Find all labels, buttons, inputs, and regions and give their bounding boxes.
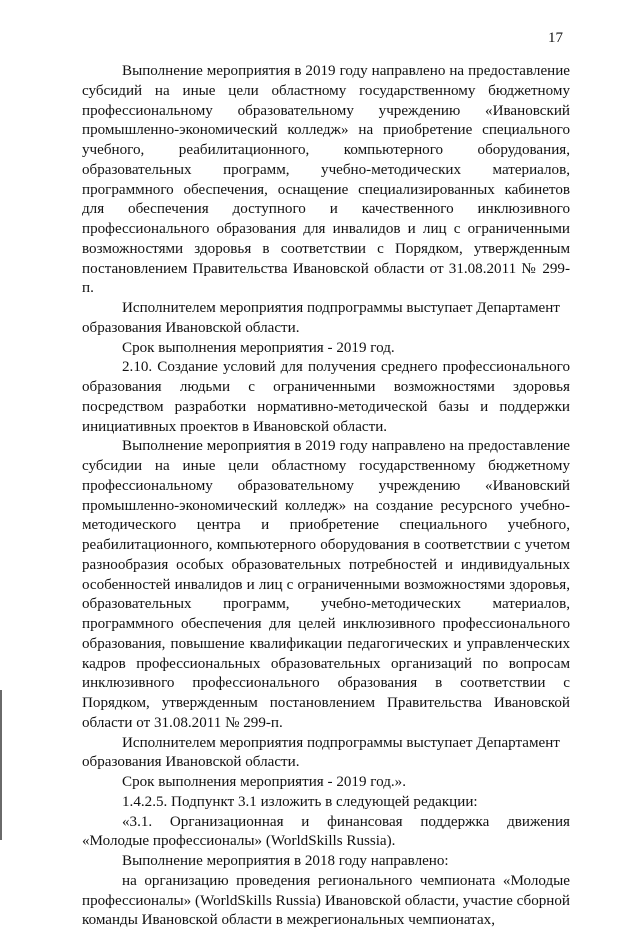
paragraph-championship: на организацию проведения регионального чемпионата «Молодые профессионалы» (WorldSkills Russia) Ивановской области, участие сборной команды Ивановской области в межрегиональных чемпионатах, (82, 872, 570, 929)
scan-edge-mark (0, 690, 2, 840)
paragraph-subsidy-2019: Выполнение мероприятия в 2019 году направлено на предоставление субсидий на иные цели областному государственному бюджетному профессиональному образовательному учреждению «Ивановский промышленно-экономический колледж» на приобретение специального учебного, реабилитационного, компьютерного оборудования, образовательных программ, учебно-методических материалов, программного обеспечения, оснащение специализированных кабинетов для обеспечения доступного и качественного инклюзивного профессионального образования для инвалидов и лиц с ограниченными возможностями здоровья в соответствии с Порядком, утвержденным постановлением Правительства Ивановской области от 31.08.2011 № 299-п. (82, 63, 570, 297)
page-number: 17 (548, 30, 563, 46)
paragraph-executor: Исполнителем мероприятия подпрограммы выступает Департамент образования Ивановской области. (82, 300, 560, 336)
paragraph-2018-directed: Выполнение мероприятия в 2018 году направлено: (122, 853, 449, 869)
paragraph-executor-2: Исполнителем мероприятия подпрограммы выступает Департамент образования Ивановской области. (82, 734, 560, 771)
document-body (82, 62, 570, 931)
paragraph-deadline: Срок выполнения мероприятия - 2019 год. (122, 339, 395, 356)
paragraph-subsidy-resource-center: Выполнение мероприятия в 2019 году направлено на предоставление субсидии на иные цели областному государственному бюджетному профессиональному образовательному учреждению «Ивановский промышленно-экономический колледж» на создание ресурсного учебно-методического центра и приобретение специального учебного, реабилитационного, компьютерного оборудования в соответствии с учетом разнообразия особых образовательных потребностей и индивидуальных особенностей инвалидов и лиц с ограниченными возможностями здоровья, образовательных программ, учебно-методических материалов, программного обеспечения для целей инклюзивного профессионального образования, повышение квалификации педагогических и управленческих кадров профессиональных образовательных организаций по вопросам инклюзивного профессионального образования в соответствии с Порядком, утвержденным постановлением Правительства Ивановской области от 31.08.2011 № 299-п. (82, 438, 570, 731)
paragraph-section-2-10: 2.10. Создание условий для получения среднего профессионального образования людьми с ограниченными возможностями здоровья посредством разработки нормативно-методической базы и поддержки инициативных проектов в Ивановской области. (82, 359, 570, 435)
paragraph-deadline-2: Срок выполнения мероприятия - 2019 год.». (122, 774, 406, 790)
paragraph-section-3-1: «3.1. Организационная и финансовая поддержка движения «Молодые профессионалы» (WorldSkills Russia). (82, 813, 570, 850)
paragraph-subclause-1-4-2-5: 1.4.2.5. Подпункт 3.1 изложить в следующей редакции: (122, 793, 478, 810)
